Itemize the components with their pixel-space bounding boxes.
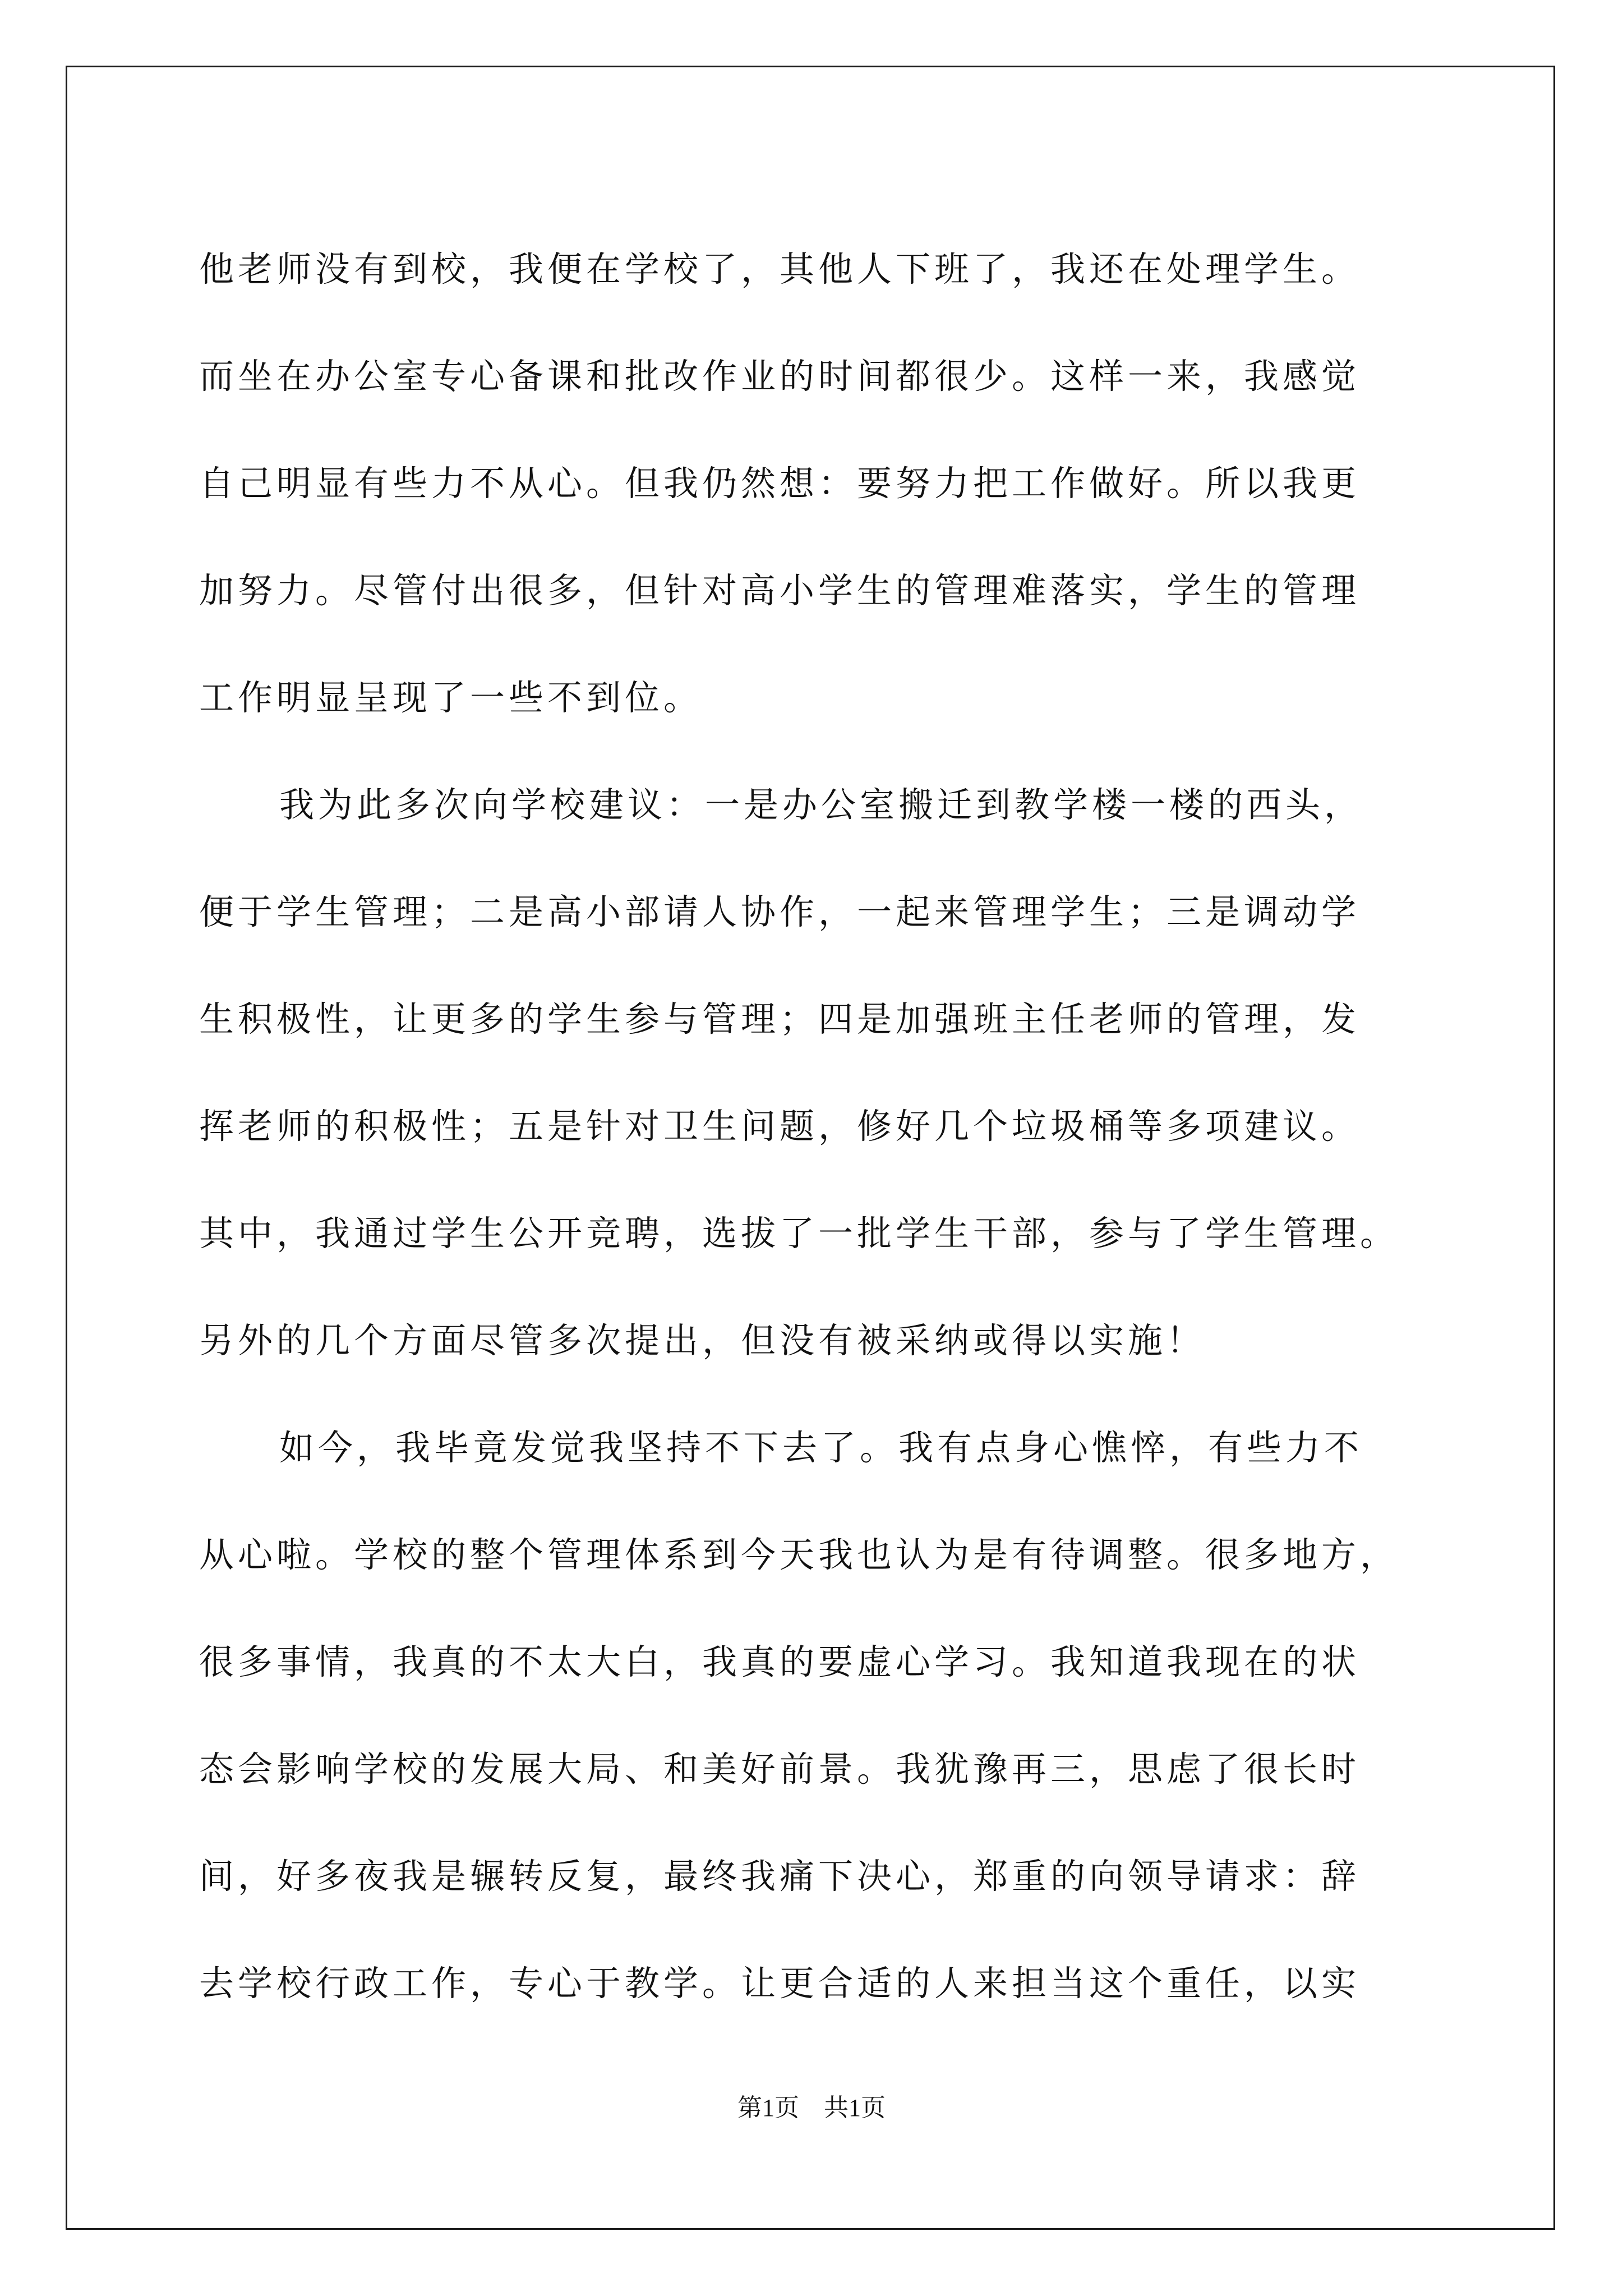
text-line: 其中，我通过学生公开竞聘，选拔了一批学生干部，参与了学生管理。 [199,1213,1399,1254]
document-body [199,215,1461,2037]
text-line: 很多事情，我真的不太大白，我真的要虚心学习。我知道我现在的状 [199,1641,1361,1682]
page-total: 共1页 [824,2094,886,2122]
paragraph-start-line: 如今，我毕竟发觉我坚持不下去了。我有点身心憔悴，有些力不 [279,1427,1363,1468]
text-line: 挥老师的积极性；五是针对卫生问题，修好几个垃圾桶等多项建议。 [199,1106,1361,1147]
text-line: 而坐在办公室专心备课和批改作业的时间都很少。这样一来，我感觉 [199,356,1361,397]
page-number: 第1页 [737,2094,799,2122]
text-line: 态会影响学校的发展大局、和美好前景。我犹豫再三，思虑了很长时 [199,1749,1361,1789]
text-line: 便于学生管理；二是高小部请人协作，一起来管理学生；三是调动学 [199,891,1361,932]
text-line: 他老师没有到校，我便在学校了，其他人下班了，我还在处理学生。 [199,249,1361,289]
page-footer [0,2091,1623,2125]
text-line: 从心啦。学校的整个管理体系到今天我也认为是有待调整。很多地方， [199,1534,1399,1575]
text-line: 生积极性，让更多的学生参与管理；四是加强班主任老师的管理，发 [199,999,1361,1039]
paragraph-start-line: 我为此多次向学校建议：一是办公室搬迁到教学楼一楼的西头， [279,784,1363,825]
text-line: 间，好多夜我是辗转反复，最终我痛下决心，郑重的向领导请求：辞 [199,1856,1361,1897]
text-line: 去学校行政工作，专心于教学。让更合适的人来担当这个重任，以实 [199,1963,1361,2004]
text-line: 自己明显有些力不从心。但我仍然想：要努力把工作做好。所以我更 [199,463,1361,504]
text-line: 加努力。尽管付出很多，但针对高小学生的管理难落实，学生的管理 [199,570,1361,611]
text-line: 工作明显呈现了一些不到位。 [199,677,703,718]
text-line: 另外的几个方面尽管多次提出，但没有被采纳或得以实施！ [199,1320,1206,1361]
